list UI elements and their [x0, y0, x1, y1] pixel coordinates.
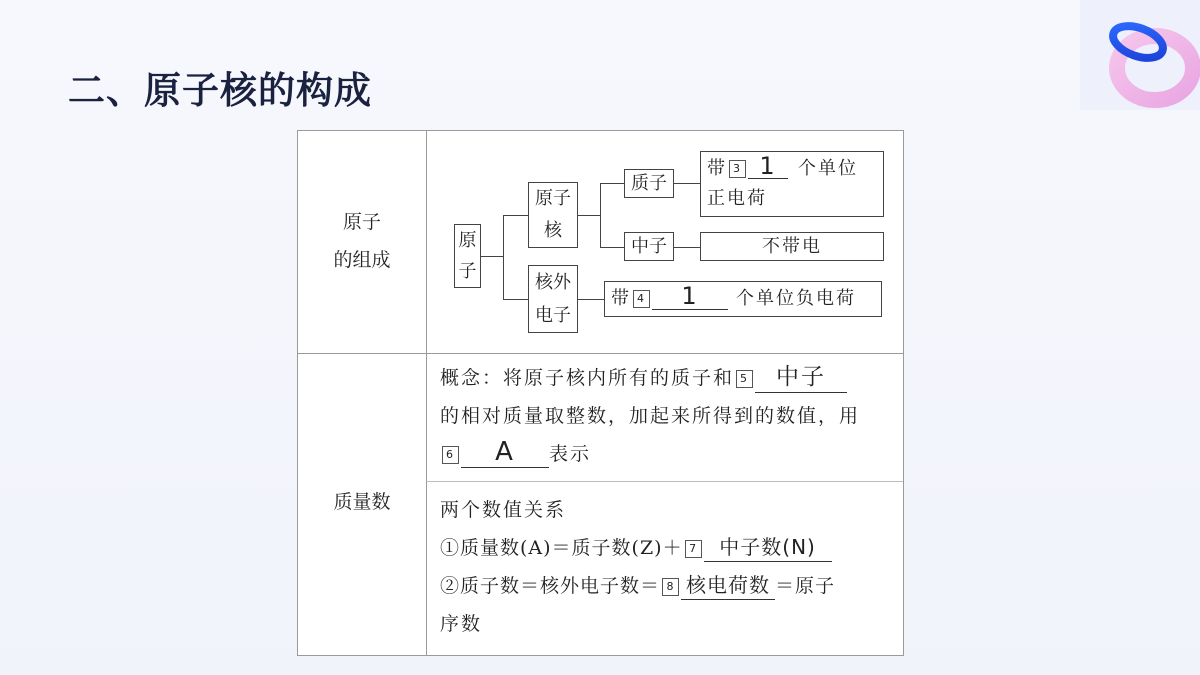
atom-box: [454, 224, 481, 288]
blank-number: 6: [442, 446, 459, 464]
atom-structure-table: [297, 130, 904, 656]
connector-line: [674, 247, 700, 248]
neutron-box: 中子: [624, 232, 674, 261]
ring-decoration-icon: [1080, 0, 1200, 110]
relation-2: [440, 567, 835, 605]
box-text: 子: [458, 261, 477, 282]
answer-blank: 核电荷数: [681, 571, 775, 600]
box-text: 核: [544, 220, 562, 241]
connector-line: [674, 183, 700, 184]
answer-blank: 1: [748, 154, 788, 179]
text: 个单位: [798, 158, 858, 179]
row-divider: [298, 353, 903, 354]
page-title: 二、原子核的构成: [68, 69, 372, 112]
text: 带: [707, 158, 727, 179]
electron-box: [528, 265, 578, 333]
text: 个单位负电荷: [736, 288, 856, 309]
text: 概念：将原子核内所有的质子和: [440, 367, 735, 389]
box-text: 原子: [535, 188, 571, 209]
answer-blank: A: [461, 437, 549, 468]
text: ②质子数＝核外电子数＝: [440, 575, 661, 597]
text: 表示: [549, 443, 592, 465]
connector-line: [578, 215, 600, 216]
text: ①质量数(A)＝质子数(Z)＋: [440, 537, 683, 559]
box-text: 原: [458, 230, 477, 251]
row-label-mass-number: 质量数: [333, 491, 391, 513]
subrow-divider: [426, 481, 903, 482]
concept-line-2: 的相对质量取整数，加起来所得到的数值，用: [440, 405, 861, 427]
relation-2-continued: 序数: [440, 613, 483, 635]
concept-line-1: [440, 359, 847, 397]
connector-line: [503, 215, 504, 299]
blank-number: 3: [729, 160, 746, 178]
connector-line: [600, 247, 624, 248]
answer-blank: 1: [652, 283, 728, 310]
connector-line: [600, 183, 601, 247]
blank-number: 5: [736, 370, 753, 388]
connector-line: [503, 215, 528, 216]
answer-blank: 中子数(N): [704, 533, 832, 562]
connector-line: [503, 299, 528, 300]
proton-box: 质子: [624, 169, 674, 198]
concept-line-3: [440, 435, 591, 473]
box-text: 电子: [535, 305, 571, 326]
box-text: 核外: [535, 272, 571, 293]
blank-number: 7: [685, 540, 702, 558]
relation-1: [440, 529, 832, 567]
connector-line: [481, 256, 503, 257]
connector-line: [600, 183, 624, 184]
blank-number: 4: [633, 290, 650, 308]
text: ＝原子: [775, 575, 836, 597]
label-line: 原子: [342, 211, 381, 233]
relations-title: 两个数值关系: [440, 499, 567, 521]
nucleus-box: [528, 182, 578, 248]
label-line: 的组成: [333, 249, 391, 271]
row-label-atom-composition: [298, 203, 426, 279]
electron-charge-box: [604, 281, 882, 317]
text: 正电荷: [707, 188, 767, 209]
blank-number: 8: [662, 578, 679, 596]
column-divider: [426, 131, 427, 655]
text: 带: [611, 288, 631, 309]
proton-charge-box: [700, 151, 884, 217]
connector-line: [578, 299, 604, 300]
neutron-charge-box: 不带电: [700, 232, 884, 261]
answer-blank: 中子: [755, 362, 847, 393]
